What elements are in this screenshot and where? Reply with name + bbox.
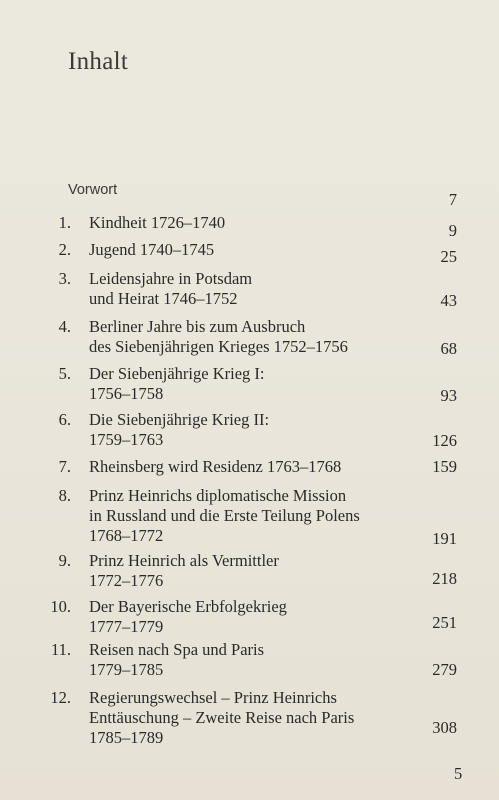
toc-entry-page: 308 xyxy=(432,718,457,737)
toc-entry-number: 11. xyxy=(50,640,71,659)
page-title: Inhalt xyxy=(68,48,129,75)
toc-entry-title-line: Regierungswechsel – Prinz Heinrichs xyxy=(89,688,337,707)
toc-entry-page: 93 xyxy=(440,386,457,405)
toc-entry-page: 159 xyxy=(432,457,457,476)
toc-entry-title-line: Kindheit 1726–1740 xyxy=(89,213,226,232)
toc-entry-page: 191 xyxy=(432,529,457,548)
toc-entry-page: 126 xyxy=(432,431,457,450)
toc-entry-number: 5. xyxy=(58,364,71,383)
toc-entry-title-line: Der Bayerische Erbfolgekrieg xyxy=(89,597,287,616)
toc-entry-title-line: Die Siebenjährige Krieg II: xyxy=(89,410,270,429)
page-number: 5 xyxy=(454,764,463,783)
toc-entry-title xyxy=(89,364,419,404)
toc-entry-title-line: in Russland und die Erste Teilung Polens xyxy=(89,506,360,525)
toc-entry-title-line: 1779–1785 xyxy=(89,660,164,679)
toc-entry-title xyxy=(89,410,419,450)
toc-entry-number: 10. xyxy=(50,597,71,616)
toc-entry-title xyxy=(89,551,419,591)
toc-entry-number: 2. xyxy=(58,240,71,259)
toc-entry-title xyxy=(89,640,419,680)
toc-entry-page: 9 xyxy=(448,221,457,240)
toc-entry-title-line: und Heirat 1746–1752 xyxy=(89,289,238,308)
toc-entry-title xyxy=(89,317,419,357)
toc-entry-title-line: Prinz Heinrichs diplomatische Mission xyxy=(89,486,347,505)
toc-entry-number: 3. xyxy=(58,269,71,288)
toc-entry-number: 7. xyxy=(58,457,71,476)
toc-entry-page: 68 xyxy=(440,339,457,358)
toc-entry-page: 251 xyxy=(432,613,457,632)
toc-foreword-page: 7 xyxy=(448,190,457,209)
toc-entry-title xyxy=(89,597,419,637)
toc-entry-title-line: 1759–1763 xyxy=(89,430,164,449)
toc-entry-number: 12. xyxy=(50,688,71,707)
toc-entry-title-line: Prinz Heinrich als Vermittler xyxy=(89,551,279,570)
toc-entry-title-line: 1785–1789 xyxy=(89,728,164,747)
toc-entry-number: 6. xyxy=(58,410,71,429)
toc-entry-title xyxy=(89,213,419,233)
toc-entry-page: 218 xyxy=(432,569,457,588)
toc-entry-title-line: Leidensjahre in Potsdam xyxy=(89,269,253,288)
toc-entry-title-line: Enttäuschung – Zweite Reise nach Paris xyxy=(89,708,355,727)
toc-entry-page: 43 xyxy=(440,291,457,310)
toc-entry-number: 4. xyxy=(58,317,71,336)
toc-entry-title-line: Jugend 1740–1745 xyxy=(89,240,215,259)
toc-entry-number: 9. xyxy=(58,551,71,570)
toc-entry-title-line: 1777–1779 xyxy=(89,617,164,636)
toc-entry-title xyxy=(89,240,419,260)
toc-entry-page: 25 xyxy=(440,247,457,266)
toc-entry-title-line: 1768–1772 xyxy=(89,526,164,545)
toc-foreword-label: Vorwort xyxy=(68,182,118,198)
toc-entry-title-line: 1756–1758 xyxy=(89,384,164,403)
toc-entry-title xyxy=(89,457,419,477)
toc-entry-title-line: des Siebenjährigen Krieges 1752–1756 xyxy=(89,337,348,356)
toc-entry-title xyxy=(89,269,419,309)
toc-entry-title-line: 1772–1776 xyxy=(89,571,164,590)
toc-entry-title xyxy=(89,486,419,546)
toc-entry-number: 8. xyxy=(58,486,71,505)
toc-entry-title-line: Berliner Jahre bis zum Ausbruch xyxy=(89,317,306,336)
toc-entry-title-line: Reisen nach Spa und Paris xyxy=(89,640,265,659)
toc-entry-title-line: Rheinsberg wird Residenz 1763–1768 xyxy=(89,457,342,476)
toc-entry-number: 1. xyxy=(58,213,71,232)
toc-entry-title xyxy=(89,688,419,748)
toc-entry-page: 279 xyxy=(432,660,457,679)
toc-entry-title-line: Der Siebenjährige Krieg I: xyxy=(89,364,265,383)
